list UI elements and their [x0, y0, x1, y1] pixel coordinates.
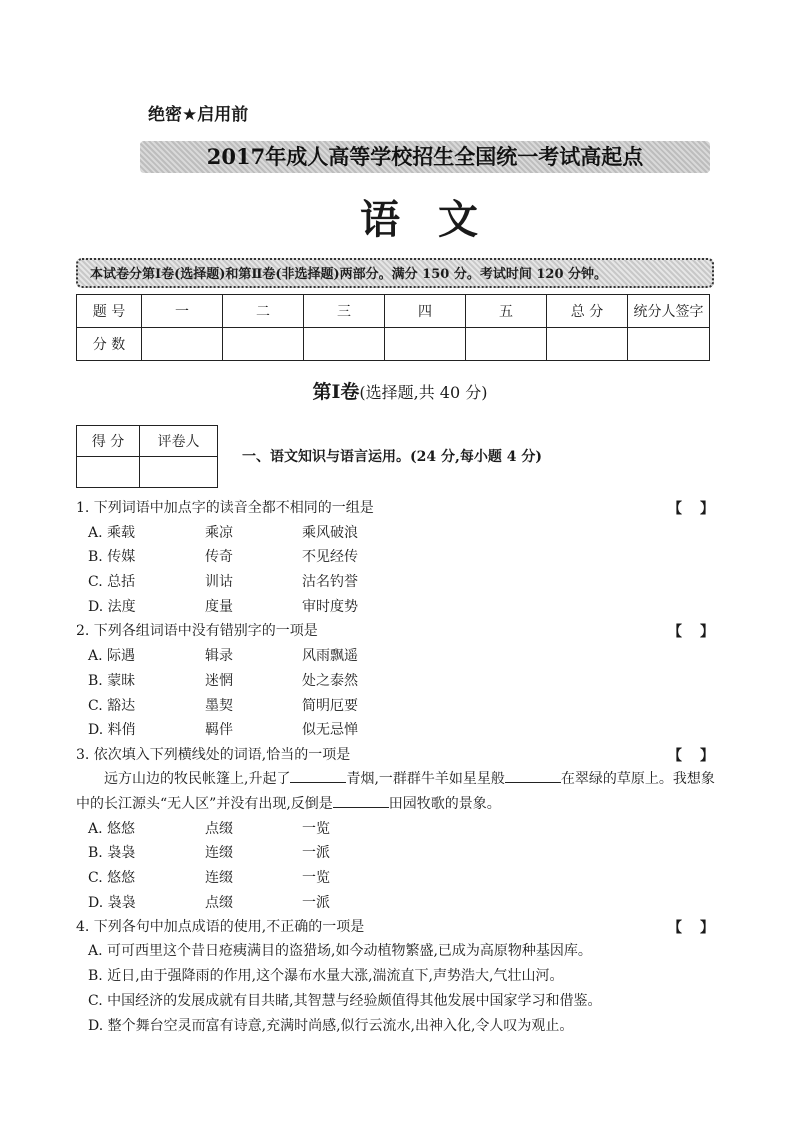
fill-blank-passage — [76, 767, 716, 817]
score-input-cell[interactable] — [385, 328, 466, 361]
option-word: A. 悠悠 — [88, 821, 136, 837]
option-word: 不见经传 — [302, 549, 358, 565]
score-header-cell: 三 — [304, 295, 385, 328]
score-input-cell[interactable] — [466, 328, 547, 361]
option-word: 一派 — [302, 895, 330, 911]
confidential-mark: 绝密★启用前 — [148, 105, 249, 125]
score-header-cell: 题 号 — [77, 295, 142, 328]
section-heading: 一、语文知识与语言运用。(24 分,每小题 4 分) — [242, 449, 542, 465]
option-word: 训诂 — [205, 574, 233, 590]
question-stem: 2. 下列各组词语中没有错别字的一项是 — [76, 623, 318, 639]
question-stem: 1. 下列词语中加点字的读音全都不相同的一组是 — [76, 500, 374, 516]
score-input-cell[interactable] — [223, 328, 304, 361]
score-header-cell: 五 — [466, 295, 547, 328]
score-header-cell: 统分人签字 — [628, 295, 710, 328]
notice-text: 本试卷分第Ⅰ卷(选择题)和第Ⅱ卷(非选择题)两部分。满分 150 分。考试时间 120 分钟。 — [90, 267, 608, 282]
option-word: 连缀 — [205, 870, 233, 886]
grader-score-cell[interactable] — [77, 457, 140, 488]
option-word: 羁伴 — [205, 722, 233, 738]
score-input-cell[interactable] — [628, 328, 710, 361]
option-word: 点缀 — [205, 895, 233, 911]
answer-blank[interactable] — [333, 793, 389, 808]
option-word: C. 总括 — [88, 574, 136, 590]
option-word: 迷惘 — [205, 673, 233, 689]
passage-part: 远方山边的牧民帐篷上,升起了 — [104, 771, 291, 787]
answer-bracket[interactable]: 【】 — [668, 748, 732, 764]
part1-title-bold: 第Ⅰ卷 — [312, 381, 360, 403]
score-header-cell: 总 分 — [547, 295, 628, 328]
score-row-label: 分 数 — [77, 328, 142, 361]
grader-label: 评卷人 — [140, 426, 218, 457]
option-word: 连缀 — [205, 845, 233, 861]
option-word: D. 料俏 — [88, 722, 136, 738]
option-word: 一派 — [302, 845, 330, 861]
option-word: 似无忌惮 — [302, 722, 358, 738]
score-table — [76, 294, 710, 361]
option-sentence: A. 可可西里这个昔日疮痍满目的盗猎场,如今动植物繁盛,已成为高原物种基因库。 — [88, 943, 592, 959]
question-stem: 3. 依次填入下列横线处的词语,恰当的一项是 — [76, 747, 351, 763]
option-word: 风雨飘遥 — [302, 648, 358, 664]
passage-part: 田园牧歌的景象。 — [388, 796, 501, 812]
answer-bracket[interactable]: 【】 — [668, 624, 732, 640]
grader-name-cell[interactable] — [140, 457, 218, 488]
question-stem: 4. 下列各句中加点成语的使用,不正确的一项是 — [76, 919, 365, 935]
part1-title — [0, 377, 800, 404]
exam-title: 2017年成人高等学校招生全国统一考试高起点 — [206, 144, 644, 169]
score-input-cell[interactable] — [304, 328, 385, 361]
option-word: 传奇 — [205, 549, 233, 565]
option-word: 墨契 — [205, 698, 233, 714]
option-word: 点缀 — [205, 821, 233, 837]
score-header-cell: 一 — [142, 295, 223, 328]
score-header-cell: 二 — [223, 295, 304, 328]
option-word: 乘风破浪 — [302, 525, 358, 541]
subject-title: 语文 — [360, 197, 516, 243]
answer-blank[interactable] — [290, 768, 346, 783]
option-sentence: B. 近日,由于强降雨的作用,这个瀑布水量大涨,湍流直下,声势浩大,气壮山河。 — [88, 968, 564, 984]
part1-title-rest: (选择题,共 40 分) — [359, 383, 488, 402]
option-sentence: C. 中国经济的发展成就有目共睹,其智慧与经验颇值得其他发展中国家学习和借鉴。 — [88, 993, 602, 1009]
option-word: D. 袅袅 — [88, 895, 136, 911]
score-table-score-row — [77, 328, 710, 361]
answer-bracket[interactable]: 【】 — [668, 501, 732, 517]
option-word: B. 传媒 — [88, 549, 136, 565]
grader-score-label: 得 分 — [77, 426, 140, 457]
score-input-cell[interactable] — [142, 328, 223, 361]
option-word: C. 悠悠 — [88, 870, 136, 886]
score-table-header-row — [77, 295, 710, 328]
grader-table — [76, 425, 218, 488]
passage-part: 青烟,一群群牛羊如星星般 — [346, 771, 505, 787]
passage-part: 在翠绿的草原上。我想象中的长江源头“无人区”并没有出现,反倒是 — [76, 771, 715, 812]
option-word: 处之泰然 — [302, 673, 358, 689]
option-word: A. 际遇 — [88, 648, 136, 664]
score-input-cell[interactable] — [547, 328, 628, 361]
answer-blank[interactable] — [505, 768, 561, 783]
option-word: B. 蒙昧 — [88, 673, 136, 689]
option-word: D. 法度 — [88, 599, 136, 615]
option-word: B. 袅袅 — [88, 845, 136, 861]
option-word: 沽名钓誉 — [302, 574, 358, 590]
option-word: 一览 — [302, 870, 330, 886]
score-header-cell: 四 — [385, 295, 466, 328]
option-word: 度量 — [205, 599, 233, 615]
option-sentence: D. 整个舞台空灵而富有诗意,充满时尚感,似行云流水,出神入化,令人叹为观止。 — [88, 1018, 574, 1034]
option-word: C. 豁达 — [88, 698, 136, 714]
option-word: 简明厄要 — [302, 698, 358, 714]
option-word: 辑录 — [205, 648, 233, 664]
answer-bracket[interactable]: 【】 — [668, 920, 732, 936]
option-word: A. 乘载 — [88, 525, 136, 541]
option-word: 一览 — [302, 821, 330, 837]
option-word: 乘凉 — [205, 525, 233, 541]
option-word: 审时度势 — [302, 599, 358, 615]
